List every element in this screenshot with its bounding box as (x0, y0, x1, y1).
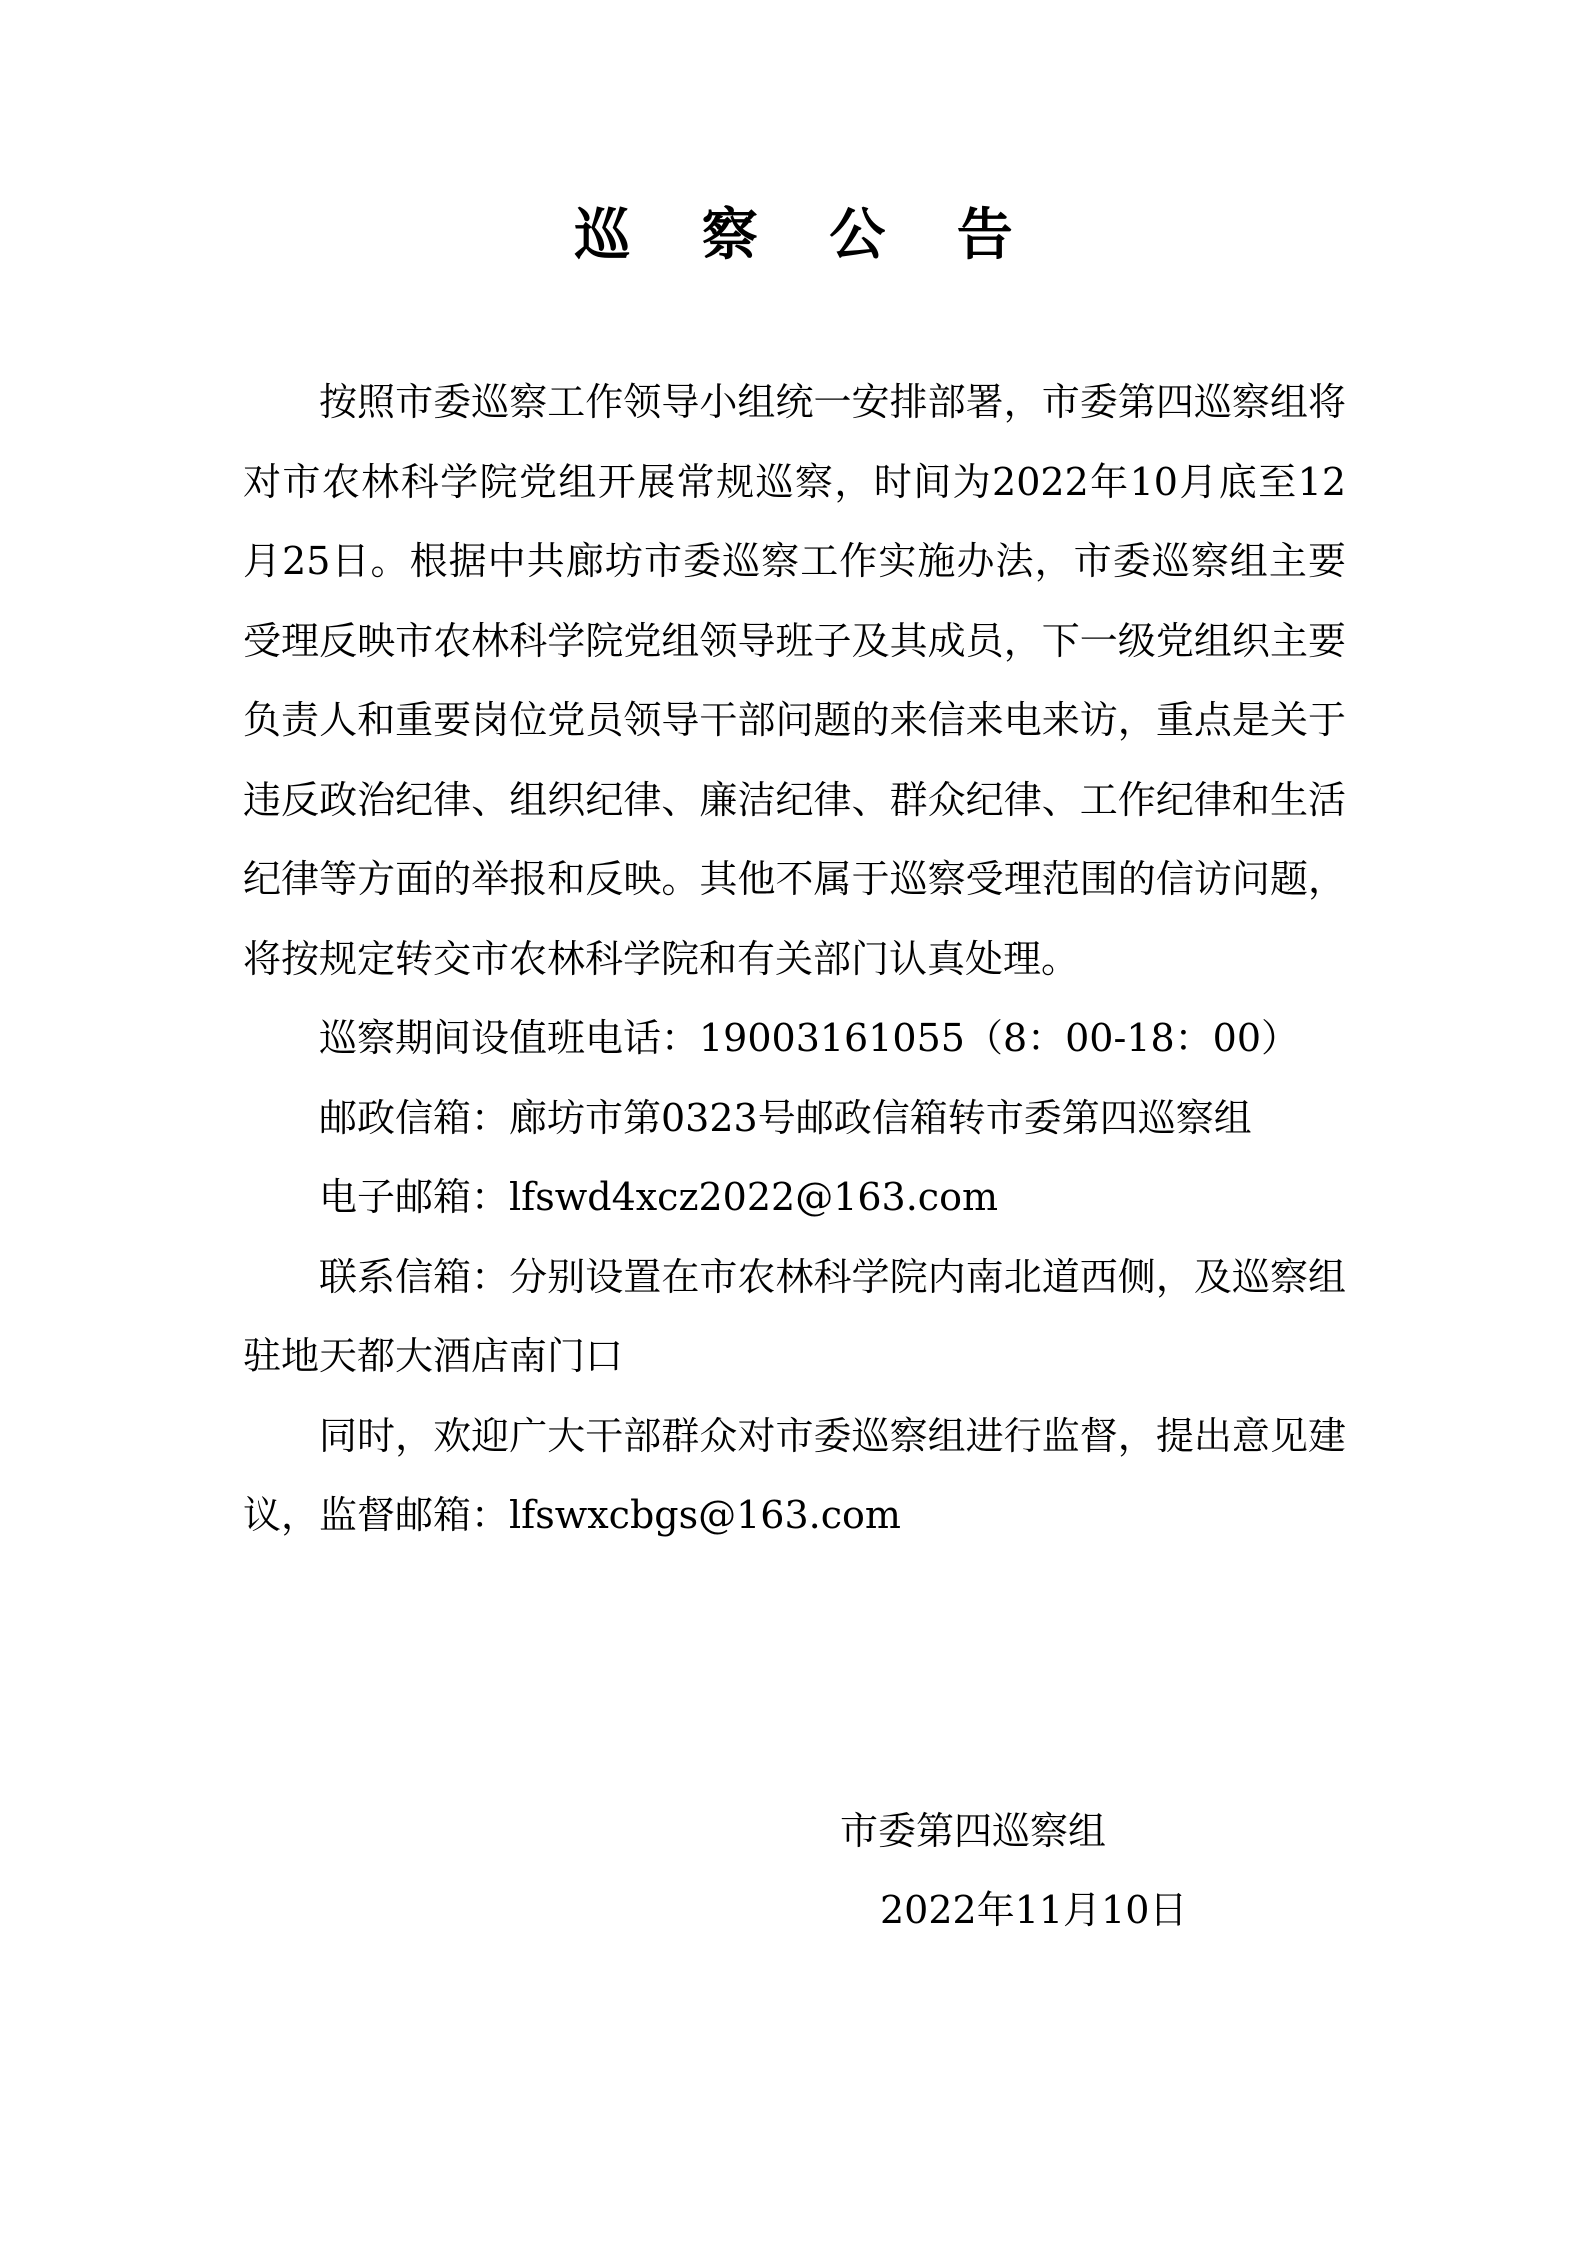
paragraph-hotline: 巡察期间设值班电话：19003161055（8：00-18：00） (319, 1016, 1300, 1060)
document-title: 巡 察 公 告 (574, 202, 1039, 268)
paragraph-inspection-scope: 按照市委巡察工作领导小组统一安排部署，市委第四巡察组将对市农林科学院党组开展常规巡察，时间为2022年10月底至12月25日。根据中共廊坊市委巡察工作实施办法，市委巡察组主要受理反映市农林科学院党组领导班子及其成员，下一级党组织主要负责人和重要岗位党员领导干部问题的来信来电来访，重点是关于违反政治纪律、组织纪律、廉洁纪律、群众纪律、工作纪律和生活纪律等方面的举报和反映。其他不属于巡察受理范围的信访问题，将按规定转交市农林科学院和有关部门认真处理。 (243, 380, 1346, 981)
paragraph-letter-box: 联系信箱：分别设置在市农林科学院内南北道西侧，及巡察组驻地天都大酒店南门口 (243, 1254, 1346, 1378)
signature-organization: 市委第四巡察组 (840, 1809, 1107, 1853)
paragraph-supervision: 同时，欢迎广大干部群众对市委巡察组进行监督，提出意见建议，监督邮箱：lfswxcbgs@163.com (243, 1413, 1346, 1537)
signature-date: 2022年11月10日 (880, 1888, 1188, 1932)
paragraph-email: 电子邮箱：lfswd4xcz2022@163.com (319, 1175, 998, 1219)
paragraph-postal-box: 邮政信箱：廊坊市第0323号邮政信箱转市委第四巡察组 (319, 1095, 1252, 1140)
document-body (243, 363, 1346, 1556)
